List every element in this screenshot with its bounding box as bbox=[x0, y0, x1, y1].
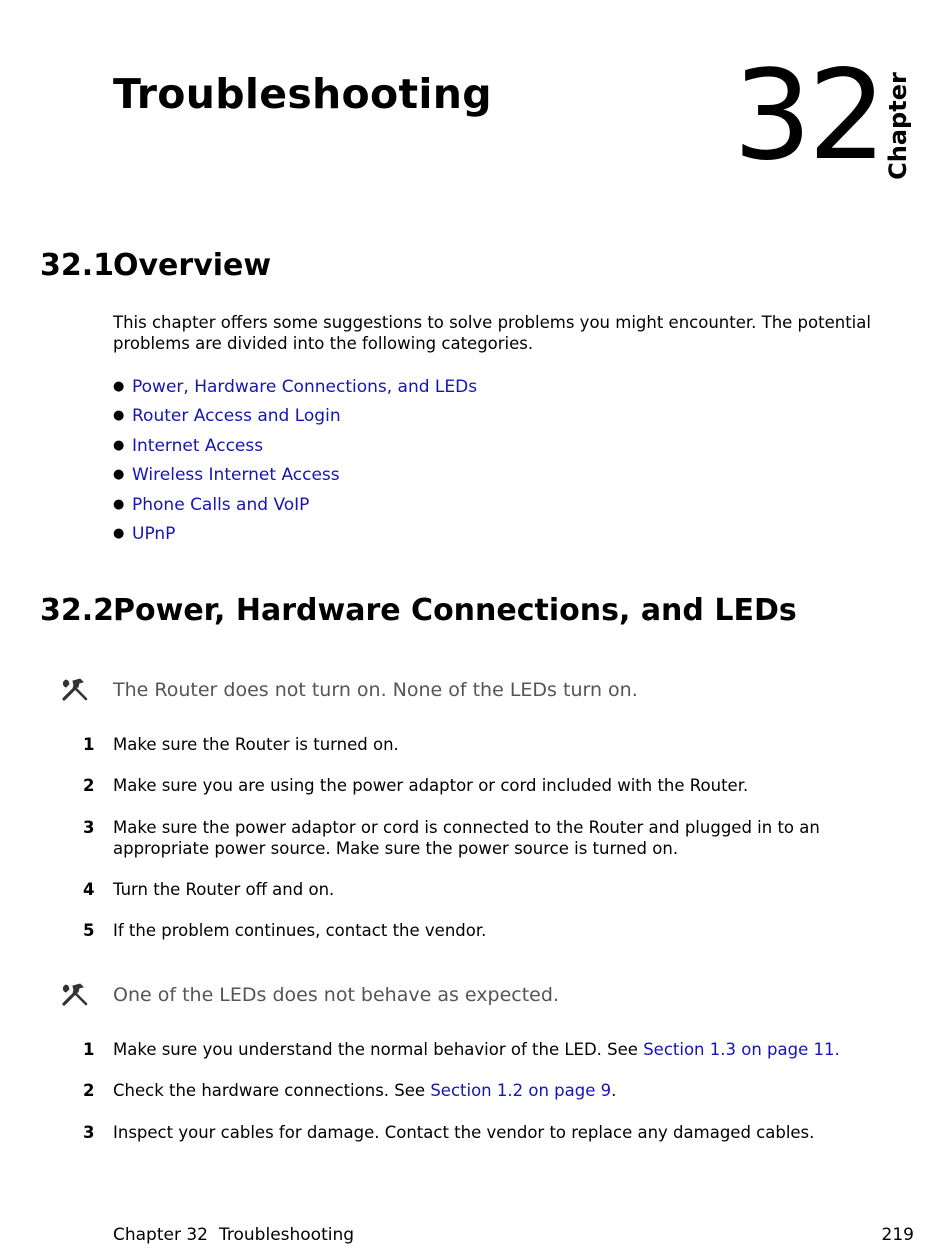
category-link-router-access[interactable]: Router Access and Login bbox=[132, 406, 341, 427]
chapter-label-box bbox=[878, 72, 918, 180]
step-number: 2 bbox=[83, 776, 95, 795]
category-link-upnp[interactable]: UPnP bbox=[132, 523, 176, 544]
bullet-icon: ● bbox=[113, 379, 125, 394]
step-text-end: . bbox=[611, 1081, 617, 1100]
category-list bbox=[113, 376, 477, 552]
step-text: Make sure you understand the normal behavior of the LED. See bbox=[113, 1040, 644, 1059]
step-number: 1 bbox=[83, 735, 95, 754]
step-text: Check the hardware connections. See bbox=[113, 1081, 431, 1100]
bullet-icon: ● bbox=[113, 467, 125, 483]
step-text: Make sure the power adaptor or cord is connected to the Router and plugged in to an appropriate power source. Make sure the power source is turned on. bbox=[113, 818, 820, 858]
category-link-wireless[interactable]: Wireless Internet Access bbox=[132, 465, 340, 486]
step-text-container bbox=[113, 1039, 913, 1060]
list-item bbox=[113, 523, 477, 552]
list-item bbox=[113, 405, 477, 434]
step-number: 2 bbox=[83, 1081, 95, 1100]
step-text-container bbox=[113, 1080, 913, 1101]
step-text: Inspect your cables for damage. Contact the vendor to replace any damaged cables. bbox=[113, 1123, 815, 1142]
bullet-icon: ● bbox=[113, 496, 125, 512]
list-item bbox=[113, 464, 477, 493]
step-text: If the problem continues, contact the vendor. bbox=[113, 921, 487, 940]
bullet-icon: ● bbox=[113, 408, 125, 424]
step-number: 1 bbox=[83, 1040, 95, 1059]
bullet-icon: ● bbox=[113, 437, 125, 453]
section-title: Power, Hardware Connections, and LEDs bbox=[113, 593, 797, 628]
category-link-voip[interactable]: Phone Calls and VoIP bbox=[132, 494, 310, 515]
page-number: 219 bbox=[881, 1225, 914, 1245]
tools-icon bbox=[60, 982, 90, 1008]
list-item bbox=[113, 494, 477, 523]
problem-text: One of the LEDs does not behave as expected. bbox=[113, 984, 559, 1006]
step-number: 4 bbox=[83, 880, 95, 899]
step-text: Turn the Router off and on. bbox=[113, 880, 335, 899]
category-link-power[interactable]: Power, Hardware Connections, and LEDs bbox=[132, 377, 478, 397]
category-link-internet-access[interactable]: Internet Access bbox=[132, 435, 264, 456]
section-link[interactable]: Section 1.2 on page 9 bbox=[430, 1081, 612, 1100]
chapter-number: 32 bbox=[733, 44, 883, 188]
bullet-icon: ● bbox=[113, 525, 125, 541]
tools-icon bbox=[60, 677, 90, 703]
step-text-end: . bbox=[834, 1040, 840, 1059]
step-text: Make sure the Router is turned on. bbox=[113, 735, 399, 754]
chapter-title: Troubleshooting bbox=[113, 70, 492, 118]
footer-chapter: Chapter 32 bbox=[113, 1225, 209, 1245]
section-title: Overview bbox=[113, 248, 272, 283]
problem-text: The Router does not turn on. None of the LEDs turn on. bbox=[113, 679, 638, 701]
list-item bbox=[113, 376, 477, 405]
step-number: 5 bbox=[83, 921, 95, 940]
chapter-label: Chapter bbox=[884, 72, 912, 180]
step-text: Make sure you are using the power adaptor or cord included with the Router. bbox=[113, 776, 749, 795]
step-number: 3 bbox=[83, 1123, 95, 1142]
list-item bbox=[113, 435, 477, 464]
section-number: 32.1 bbox=[40, 248, 115, 283]
section-number: 32.2 bbox=[40, 593, 115, 628]
step-number: 3 bbox=[83, 818, 95, 837]
section-link[interactable]: Section 1.3 on page 11 bbox=[643, 1040, 835, 1059]
footer-title: Troubleshooting bbox=[219, 1225, 355, 1245]
overview-intro: This chapter offers some suggestions to solve problems you might encounter. The potential problems are divided into the following categories. bbox=[113, 313, 871, 353]
